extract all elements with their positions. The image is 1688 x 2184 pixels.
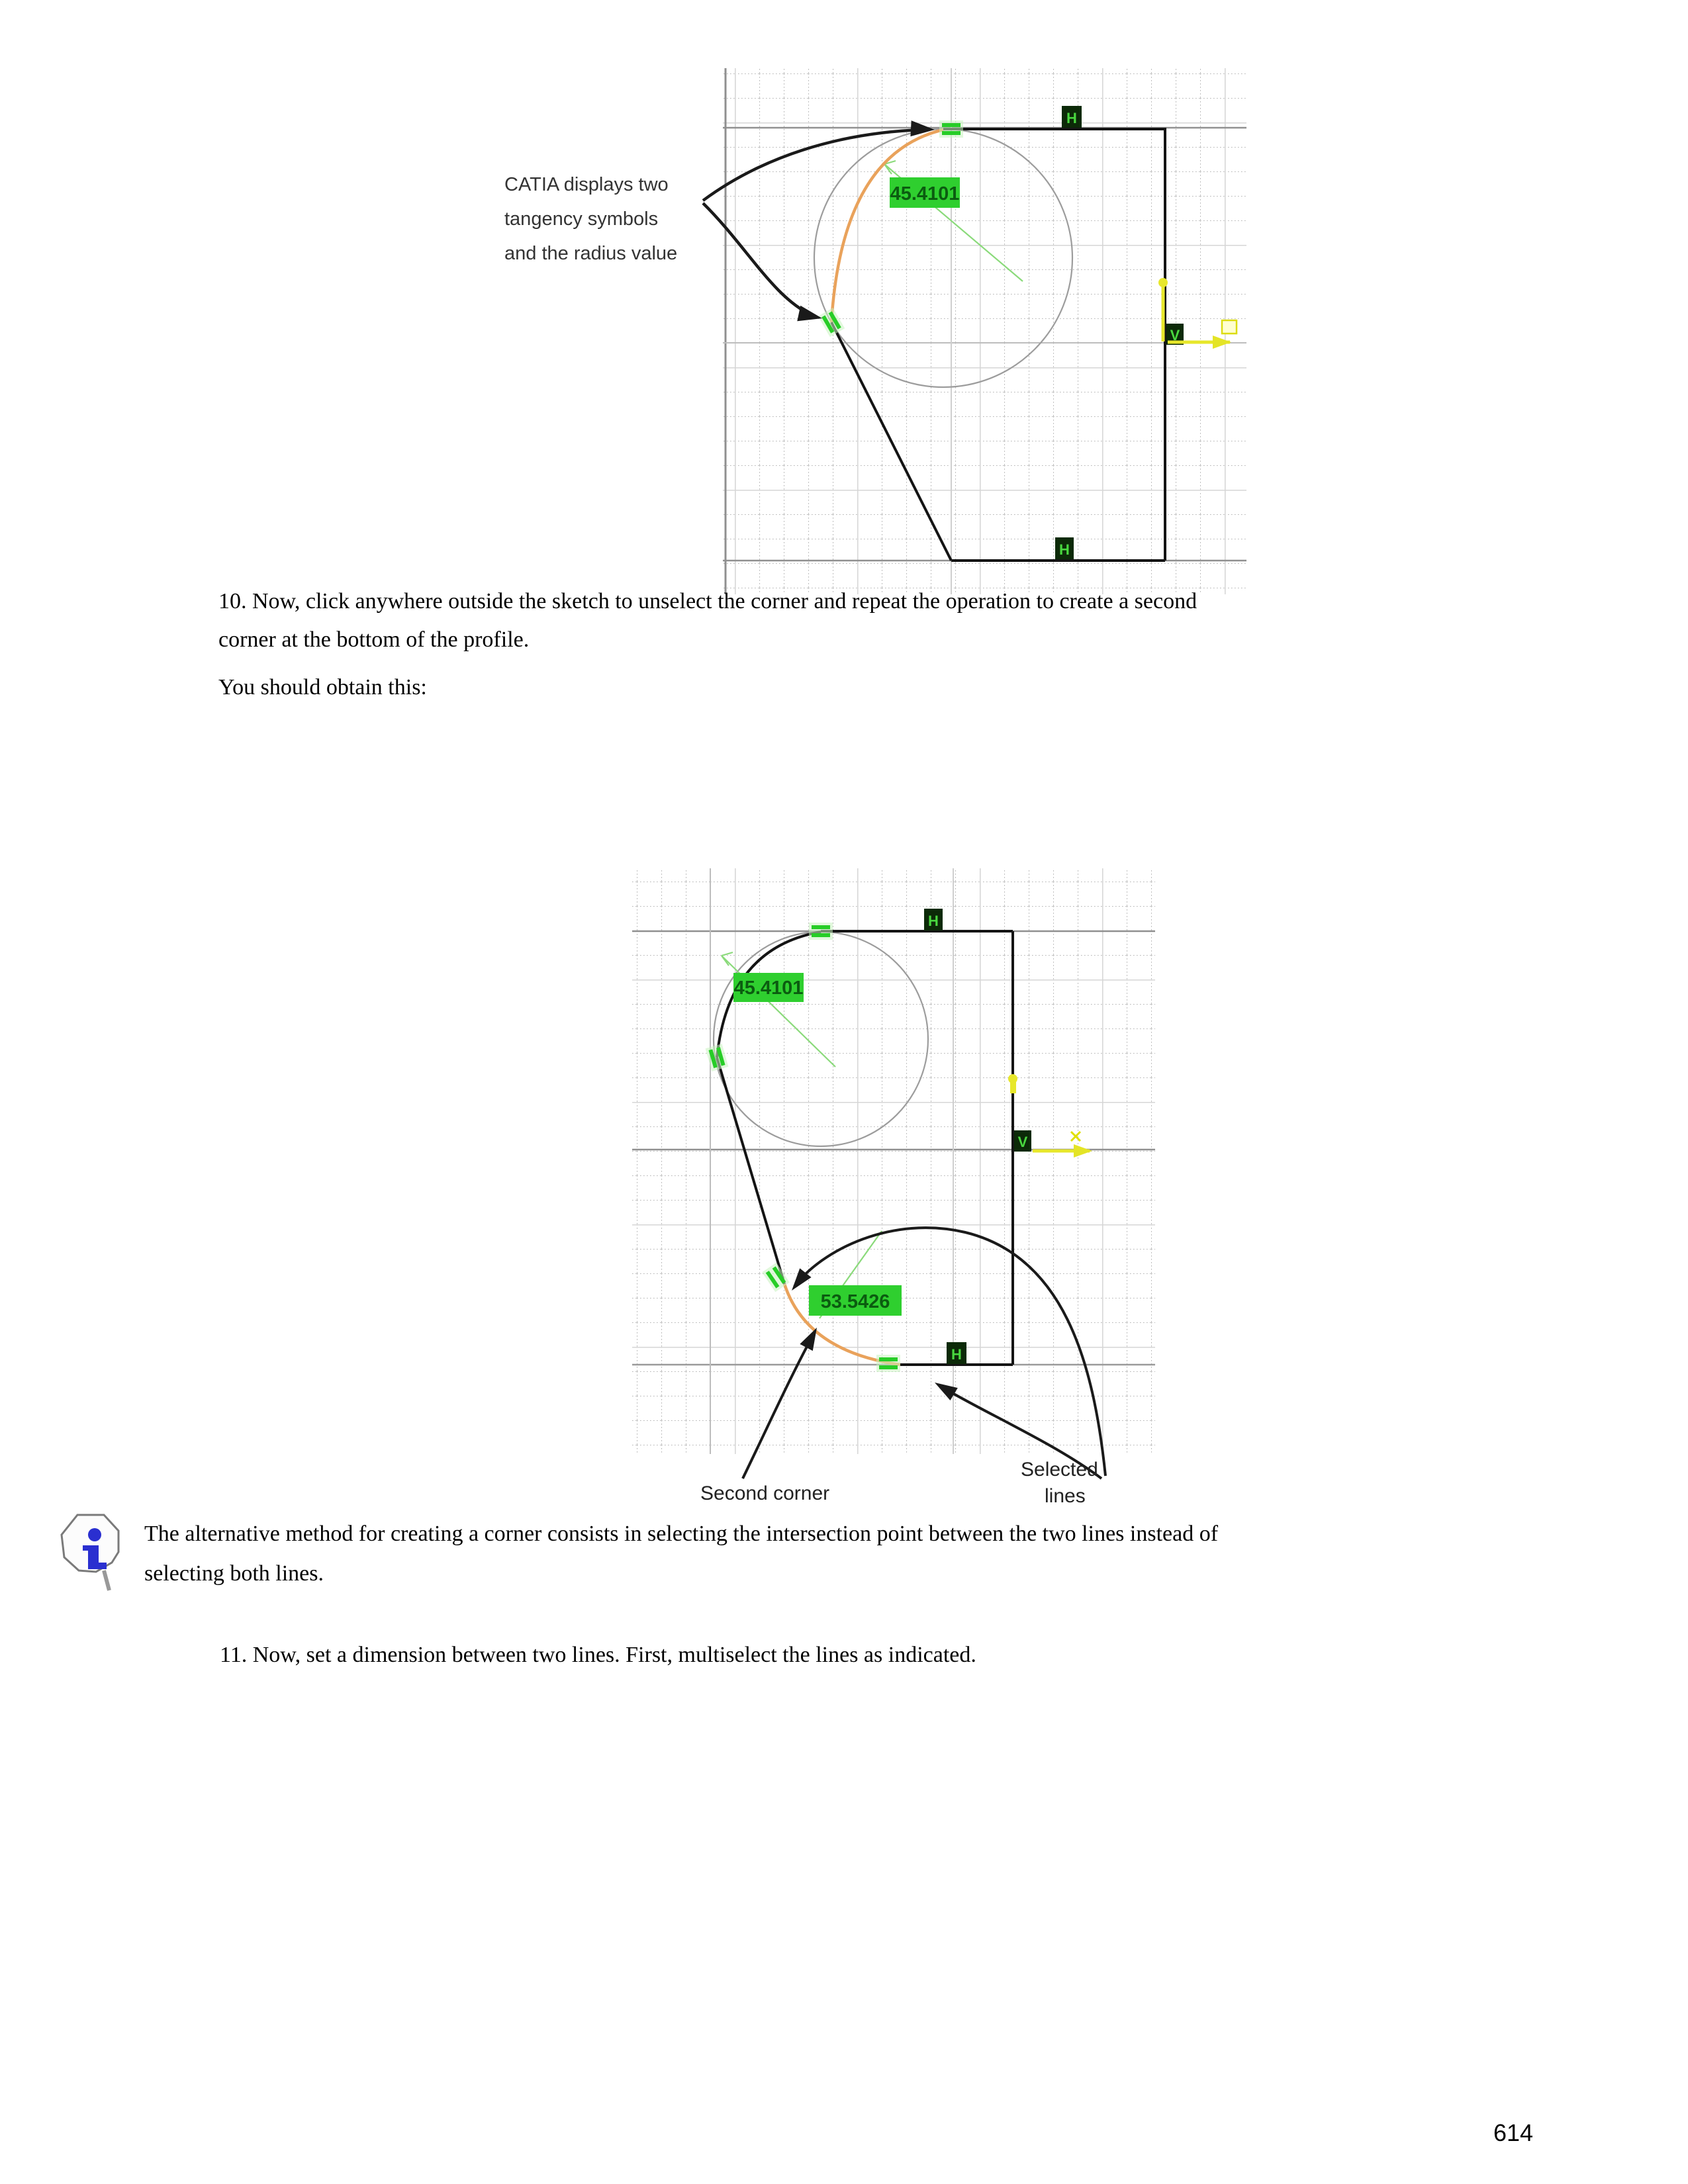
- svg-text:V: V: [1017, 1134, 1028, 1150]
- svg-text:and the radius value: and the radius value: [504, 243, 678, 264]
- radius-value-label: [809, 1285, 902, 1316]
- figure1-annotation: [504, 174, 677, 264]
- step-10-line2: corner at the bottom of the profile.: [218, 627, 530, 652]
- radius-value-label: [890, 177, 960, 208]
- obtain-text: You should obtain this:: [218, 675, 427, 700]
- svg-text:H: H: [951, 1346, 962, 1363]
- svg-text:53.5426: 53.5426: [820, 1291, 890, 1312]
- caption-selected-lines: lines: [1045, 1485, 1086, 1507]
- horizontal-constraint-icon: [947, 1342, 966, 1364]
- tangency-icon: [939, 120, 963, 138]
- vertical-constraint-icon: [1014, 1130, 1031, 1152]
- svg-text:45.4101: 45.4101: [890, 183, 960, 205]
- horizontal-constraint-icon: [1055, 537, 1074, 559]
- svg-text:H: H: [1059, 541, 1070, 558]
- svg-text:H: H: [1066, 110, 1077, 126]
- horizontal-constraint-icon: [924, 909, 943, 931]
- tangency-icon: [876, 1355, 900, 1372]
- note-line1: The alternative method for creating a corner consists in selecting the intersection point between the two lines instead of: [144, 1522, 1219, 1546]
- svg-text:45.4101: 45.4101: [733, 978, 804, 999]
- svg-text:H: H: [928, 913, 939, 929]
- figure-first-corner-sketch: [457, 56, 1261, 606]
- step-11-text: 11. Now, set a dimension between two lines. First, multiselect the lines as indicated.: [220, 1643, 976, 1667]
- svg-text:tangency symbols: tangency symbols: [504, 208, 659, 230]
- page-number: 614: [1493, 2119, 1534, 2146]
- svg-text:V: V: [1170, 327, 1180, 343]
- tangency-icon: [809, 923, 833, 940]
- note-text: [144, 1514, 1218, 1594]
- horizontal-constraint-icon: [1062, 106, 1082, 128]
- radius-value-label: [733, 973, 804, 1002]
- figure-second-corner-sketch: [622, 857, 1165, 1519]
- svg-text:CATIA displays two: CATIA displays two: [504, 174, 669, 195]
- step-10-line1: 10. Now, click anywhere outside the sketch to unselect the corner and repeat the operation to create a second: [218, 589, 1197, 614]
- caption-second-corner: Second corner: [700, 1482, 830, 1504]
- step-10-text: [218, 582, 1197, 659]
- note-line2: selecting both lines.: [144, 1561, 324, 1586]
- info-balloon-icon: [56, 1511, 122, 1607]
- caption-selected-lines: Selected: [1021, 1459, 1098, 1480]
